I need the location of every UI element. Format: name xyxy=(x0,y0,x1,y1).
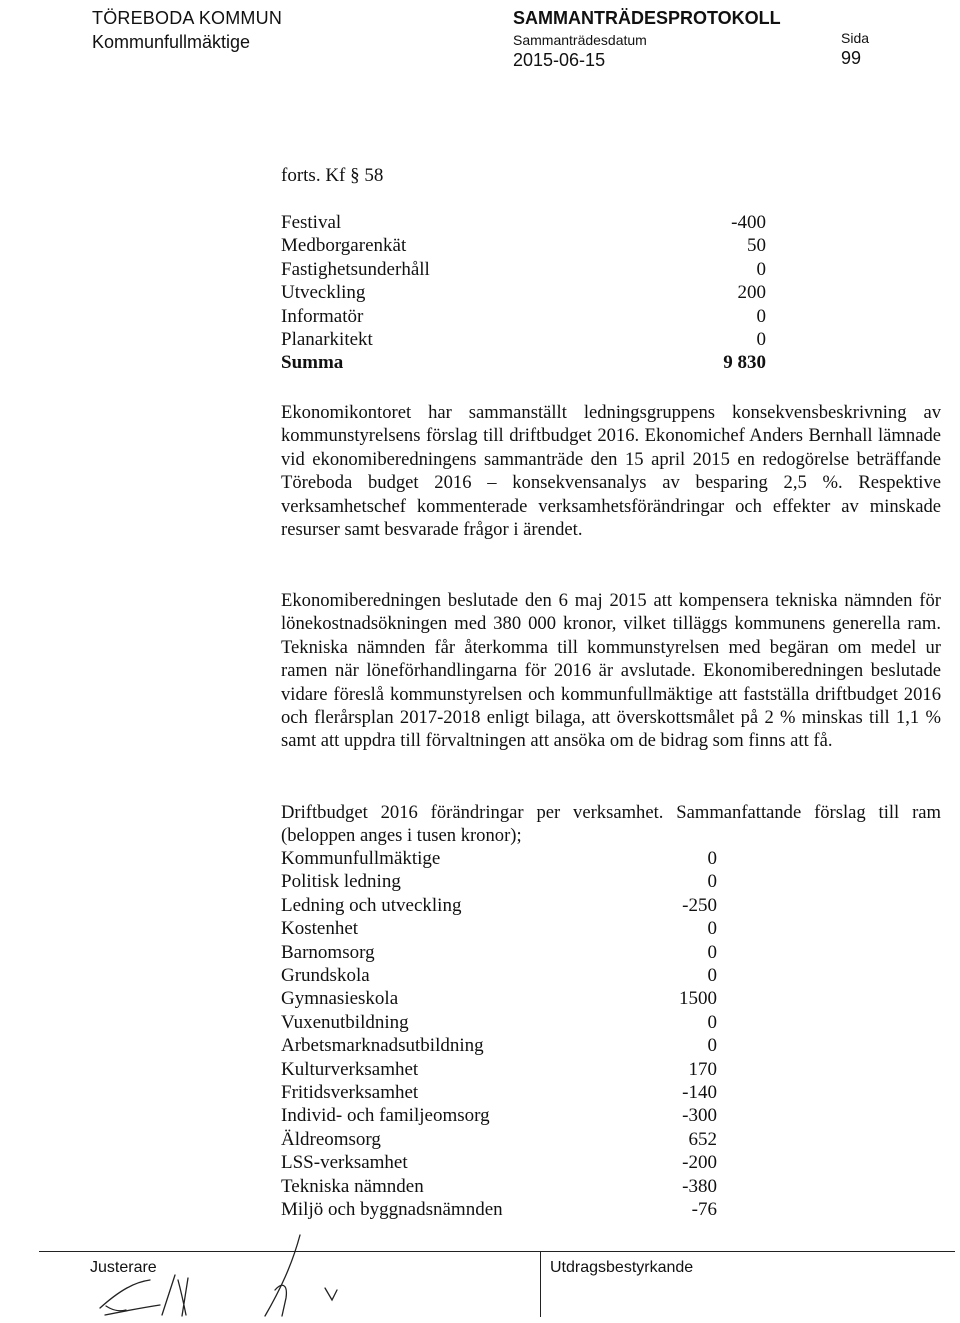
list-item xyxy=(281,987,717,1010)
list-item xyxy=(281,1198,717,1221)
list-item xyxy=(281,964,717,987)
meeting-date: 2015-06-15 xyxy=(513,50,606,70)
item-value: 50 xyxy=(747,235,766,257)
list-item xyxy=(281,1011,717,1034)
item-label: Medborgarenkät xyxy=(281,235,407,257)
justerare-label: Justerare xyxy=(90,1259,157,1276)
list-item xyxy=(281,234,766,257)
handwritten-signatures xyxy=(60,1220,360,1323)
paragraph-budget-intro: Driftbudget 2016 förändringar per verksamhet. Sammanfattande förslag till ram (beloppen anges i tusen kronor); xyxy=(281,802,941,847)
item-value: 0 xyxy=(707,848,717,869)
header-middle xyxy=(513,6,781,72)
item-value: -300 xyxy=(682,1105,717,1127)
item-label: Utveckling xyxy=(281,282,366,304)
item-label: Planarkitekt xyxy=(281,329,373,351)
header-right xyxy=(841,30,869,70)
list-item xyxy=(281,917,717,940)
list-item xyxy=(281,1081,717,1104)
footer-divider xyxy=(540,1251,541,1317)
list-item xyxy=(281,847,717,870)
item-label: Vuxenutbildning xyxy=(281,1011,409,1033)
budget-units-list xyxy=(281,847,717,1222)
item-label: Arbetsmarknadsutbildning xyxy=(281,1035,484,1057)
sum-row xyxy=(281,351,766,374)
item-label: Grundskola xyxy=(281,965,370,987)
page-label: Sida xyxy=(841,30,870,46)
item-value: 0 xyxy=(707,965,717,987)
list-item xyxy=(281,305,766,328)
item-label: Informatör xyxy=(281,305,364,327)
item-value: 0 xyxy=(756,305,766,327)
item-label: Kulturverksamhet xyxy=(281,1058,419,1080)
item-label: Barnomsorg xyxy=(281,941,375,963)
item-value: 170 xyxy=(688,1058,717,1080)
list-item xyxy=(281,1034,717,1057)
list-item xyxy=(281,328,766,351)
item-label: LSS-verksamhet xyxy=(281,1152,408,1174)
item-label: Politisk ledning xyxy=(281,871,401,893)
list-item xyxy=(281,894,717,917)
list-item xyxy=(281,258,766,281)
item-value: 0 xyxy=(707,871,717,893)
item-label: Äldreomsorg xyxy=(281,1128,381,1150)
item-label: Miljö och byggnadsnämnden xyxy=(281,1199,503,1221)
list-item xyxy=(281,281,766,304)
item-label: Kostenhet xyxy=(281,918,359,940)
item-value: 0 xyxy=(707,1035,717,1057)
item-value: -400 xyxy=(731,212,766,233)
budget-top-list xyxy=(281,211,766,375)
item-value: 0 xyxy=(756,258,766,280)
item-label: Ledning och utveckling xyxy=(281,894,462,916)
list-item xyxy=(281,1058,717,1081)
list-item xyxy=(281,211,766,234)
item-value: 0 xyxy=(707,1011,717,1033)
item-label: Gymnasieskola xyxy=(281,988,399,1010)
item-label: Festival xyxy=(281,212,342,233)
header-left xyxy=(92,6,282,54)
list-item xyxy=(281,1175,717,1198)
list-item xyxy=(281,1128,717,1151)
paragraph-decision: Ekonomiberedningen beslutade den 6 maj 2015 att kompensera tekniska nämnden för lönekostnadsökningen med 380 000 kronor, vilket tilläggs kommunens generella ram. Tekniska nämnden får återkomma till kommunstyrelsen med begäran om medel ur ramen när löneförhandlingarna för 2016 är avslutade. Ekonomiberedningen beslutade vidare föreslå kommunstyrelsen och kommunfullmäktige att fastställa driftbudget 2016 och flerårsplan 2017-2018 enligt bilaga, att överskottsmålet på 2 % minskas till 1,1 % samt att uppdra till förvaltningen att ansöka om de bidrag som finns att få. xyxy=(281,590,941,752)
item-label: Tekniska nämnden xyxy=(281,1175,424,1197)
list-item xyxy=(281,1104,717,1127)
item-label: Kommunfullmäktige xyxy=(281,848,441,869)
item-value: 652 xyxy=(688,1128,717,1150)
item-value: 200 xyxy=(737,282,766,304)
item-value: 0 xyxy=(707,918,717,940)
organisation-name: TÖREBODA KOMMUN xyxy=(92,8,283,28)
sum-value: 9 830 xyxy=(723,352,766,374)
item-label: Fastighetsunderhåll xyxy=(281,258,430,280)
item-value: -140 xyxy=(682,1082,717,1104)
item-value: -380 xyxy=(682,1175,717,1197)
page-number: 99 xyxy=(841,48,862,68)
list-item xyxy=(281,870,717,893)
item-value: 0 xyxy=(756,329,766,351)
item-label: Fritidsverksamhet xyxy=(281,1082,419,1104)
item-label: Individ- och familjeomsorg xyxy=(281,1105,490,1127)
item-value: -76 xyxy=(691,1199,717,1221)
item-value: -250 xyxy=(682,894,717,916)
item-value: 0 xyxy=(707,941,717,963)
list-item xyxy=(281,1151,717,1174)
sum-label: Summa xyxy=(281,352,344,374)
list-item xyxy=(281,941,717,964)
utdrag-label: Utdragsbestyrkande xyxy=(550,1259,694,1276)
item-value: -200 xyxy=(682,1152,717,1174)
document-title: SAMMANTRÄDESPROTOKOLL xyxy=(513,8,781,28)
continuation-heading: forts. Kf § 58 xyxy=(281,165,384,186)
date-label: Sammanträdesdatum xyxy=(513,32,647,48)
item-value: 1500 xyxy=(679,988,717,1010)
body-name: Kommunfullmäktige xyxy=(92,32,251,52)
paragraph-consequence-analysis: Ekonomikontoret har sammanställt ledningsgruppens konsekvensbeskrivning av kommunstyrelsens förslag till driftbudget 2016. Ekonomichef Anders Bernhall lämnade vid ekonomiberedningens sammanträde den 15 april 2015 en redogörelse beträffande Töreboda budget 2016 – konsekvensanalys av besparing 2,5 %. Respektive verksamhetschef kommenterade verksamhetsförändringar och effekter av minskade resurser samt besvarade frågor i ärendet. xyxy=(281,402,941,541)
